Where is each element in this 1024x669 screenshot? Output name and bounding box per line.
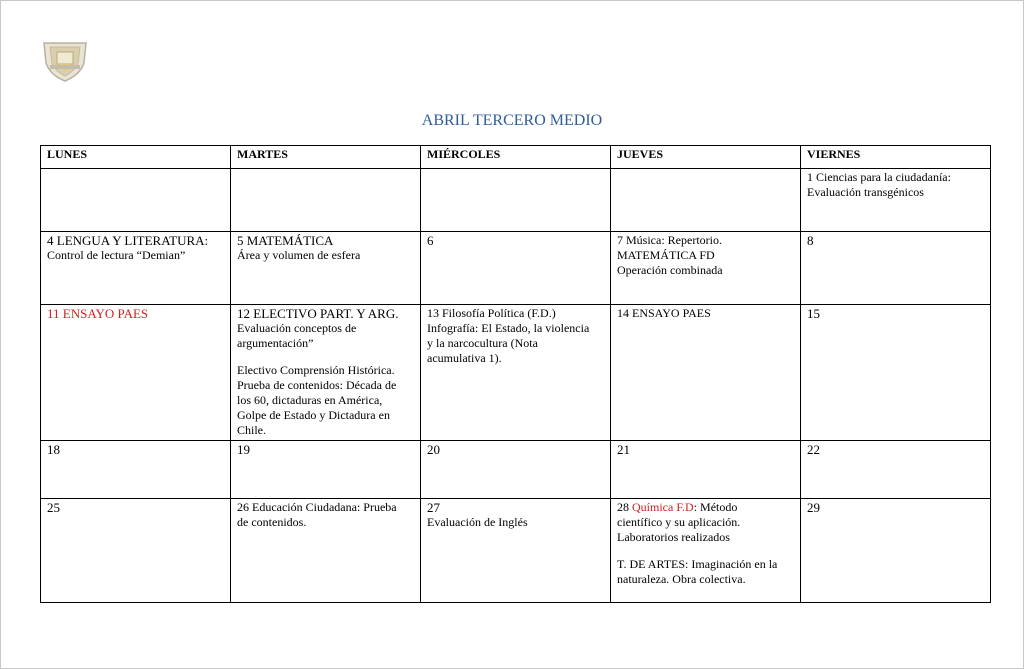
day-cell-18 (41, 441, 231, 499)
day-cell-8 (801, 232, 991, 305)
event-text: Infografía: El Estado, la violencia (427, 321, 590, 335)
day-cell-29 (801, 499, 991, 603)
day-cell (421, 169, 611, 232)
day-cell-13 (421, 305, 611, 441)
event-text: 4 LENGUA Y LITERATURA: (47, 233, 209, 248)
day-cell (231, 169, 421, 232)
day-number: 8 (807, 233, 814, 248)
event-text: Evaluación transgénicos (807, 185, 924, 199)
day-header-monday: LUNES (41, 146, 231, 169)
event-text: MATEMÁTICA FD (617, 248, 715, 262)
event-text: Laboratorios realizados (617, 530, 730, 544)
event-text: Chile. (237, 423, 266, 437)
day-header-wednesday: MIÉRCOLES (421, 146, 611, 169)
header-row (41, 146, 991, 169)
event-text: 13 Filosofía Política (F.D.) (427, 306, 556, 320)
event-text (617, 500, 794, 515)
event-text: 12 ELECTIVO PART. Y ARG. (237, 306, 399, 321)
day-number: 20 (427, 442, 440, 457)
day-cell-15 (801, 305, 991, 441)
day-cell-6 (421, 232, 611, 305)
day-header-thursday: JUEVES (611, 146, 801, 169)
day-number: 27 (427, 500, 440, 515)
day-cell-7 (611, 232, 801, 305)
day-cell-5 (231, 232, 421, 305)
event-text: Control de lectura “Demian” (47, 248, 186, 262)
event-text: 1 Ciencias para la ciudadanía: (807, 170, 951, 184)
day-cell-25 (41, 499, 231, 603)
event-text: naturaleza. Obra colectiva. (617, 572, 746, 586)
event-text: 7 Música: Repertorio. (617, 233, 722, 247)
event-text: científico y su aplicación. (617, 515, 741, 529)
event-text: acumulativa 1). (427, 351, 502, 365)
event-text-rest: : Método (693, 500, 738, 514)
subject-highlight: Química F.D (632, 500, 694, 514)
page-title: ABRIL TERCERO MEDIO (421, 112, 603, 129)
day-number: 22 (807, 442, 820, 457)
week-row-2 (41, 232, 991, 305)
event-text: Prueba de contenidos: Década de (237, 378, 397, 392)
day-number: 6 (427, 233, 434, 248)
week-row-5 (41, 499, 991, 603)
event-text: y la narcocultura (Nota (427, 336, 538, 350)
day-number: 18 (47, 442, 60, 457)
day-cell (41, 169, 231, 232)
day-cell-4 (41, 232, 231, 305)
week-row-4 (41, 441, 991, 499)
day-number: 21 (617, 442, 630, 457)
event-text: Área y volumen de esfera (237, 248, 361, 262)
calendar-table (40, 145, 991, 603)
event-text: 14 ENSAYO PAES (617, 306, 711, 320)
day-cell-11 (41, 305, 231, 441)
spacer (617, 545, 794, 557)
event-text-highlight: 11 ENSAYO PAES (47, 306, 149, 321)
event-text: Evaluación de Inglés (427, 515, 528, 529)
day-cell-14 (611, 305, 801, 441)
event-text: 5 MATEMÁTICA (237, 233, 334, 248)
school-crest-logo (40, 37, 90, 83)
event-text: de contenidos. (237, 515, 307, 529)
event-text: Golpe de Estado y Dictadura en (237, 408, 390, 422)
event-text: Operación combinada (617, 263, 723, 277)
week-row-3 (41, 305, 991, 441)
day-cell-1 (801, 169, 991, 232)
day-cell-22 (801, 441, 991, 499)
spacer (237, 351, 414, 363)
day-number: 29 (807, 500, 820, 515)
day-cell-27 (421, 499, 611, 603)
day-number: 28 (617, 500, 629, 514)
day-number: 25 (47, 500, 60, 515)
event-text: 26 Educación Ciudadana: Prueba (237, 500, 397, 514)
day-cell-12 (231, 305, 421, 441)
day-cell-21 (611, 441, 801, 499)
event-text: Evaluación conceptos de (237, 321, 357, 335)
event-text: los 60, dictaduras en América, (237, 393, 383, 407)
day-number: 19 (237, 442, 250, 457)
day-cell-19 (231, 441, 421, 499)
event-text: T. DE ARTES: Imaginación en la (617, 557, 778, 571)
week-row-1 (41, 169, 991, 232)
event-text: Electivo Comprensión Histórica. (237, 363, 395, 377)
day-number: 15 (807, 306, 820, 321)
day-cell-20 (421, 441, 611, 499)
day-header-friday: VIERNES (801, 146, 991, 169)
day-cell (611, 169, 801, 232)
event-text: argumentación” (237, 336, 314, 350)
day-header-tuesday: MARTES (231, 146, 421, 169)
day-cell-26 (231, 499, 421, 603)
day-cell-28 (611, 499, 801, 603)
